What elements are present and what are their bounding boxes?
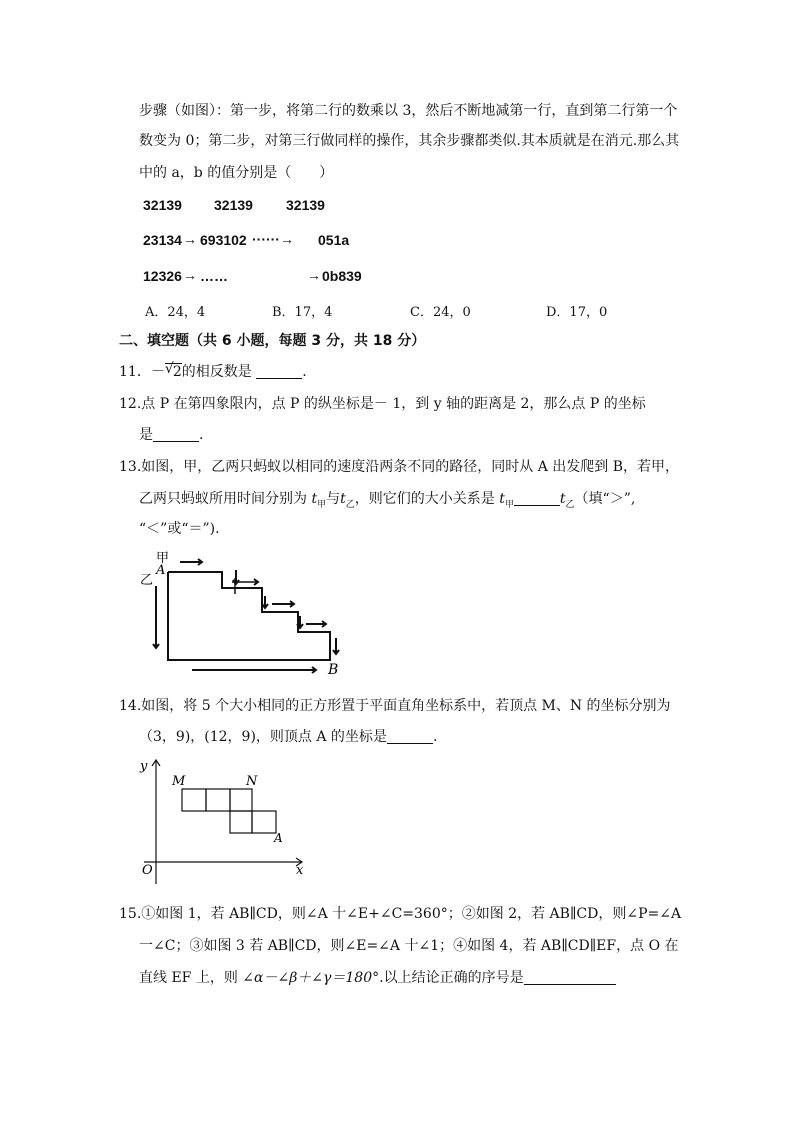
q15-line1: 15.①如图 1，若 AB∥CD，则∠A 十∠E+∠C=360°；②如图 2，若 AB∥CD，则∠P=∠A [119,906,682,922]
section-heading: 二、填空题（共 6 小题，每题 3 分，共 18 分） [119,333,426,349]
matrix-r2-c3: 051a [318,232,350,248]
staircase-figure [140,548,360,678]
matrix-r2-c1: 23134 [143,232,182,248]
arrow-icon: → [183,231,197,247]
q10-line2: 数变为 0；第二步，对第三行做同样的操作，其余步骤都类似.其本质就是在消元.那么其 [139,133,680,149]
answer-blank [256,364,302,379]
sqrt-icon: √ 2 [164,361,182,380]
q10-line3: 中的 a，b 的值分别是（ ） [139,165,334,181]
q14-line1: 14.如图，将 5 个大小相同的正方形置于平面直角坐标系中，若顶点 M、N 的坐标分别为 [119,698,671,714]
axis-y-label: y [140,759,148,774]
arrow-icon: → [307,267,321,283]
matrix-r1-c1: 32139 [143,197,182,213]
arrow-icon: → [183,267,197,283]
matrix-r3-c1: 12326 [143,268,182,284]
option-b: B．17，4 [272,305,333,320]
matrix-r1-c3: 32139 [286,197,325,213]
matrix-r3-c3: 0b839 [322,268,362,284]
option-d: D．17，0 [546,305,608,320]
q15-line3: 直线 EF 上，则 ∠α－∠β＋∠γ＝180°.以上结论正确的序号是 [139,968,616,988]
q13-line1: 13.如图，甲，乙两只蚂蚁以相同的速度沿两条不同的路径，同时从 A 出发爬到 B，若甲， [119,459,680,475]
origin-label: O [142,863,153,878]
vertex-m-label: M [172,774,186,789]
label-b: B [328,662,339,678]
option-c: C．24，0 [410,305,471,320]
q15-line2: 一∠C；③如图 3 若 AB∥CD，则∠E=∠A 十∠1；④如图 4，若 AB∥CD∥EF，点 O 在 [139,938,679,954]
matrix-r2-c2: 693102 [200,232,247,248]
axis-x-label: x [296,863,304,878]
label-a: A [156,563,166,578]
coordinate-grid-figure [140,756,320,886]
matrix-r3-c2: …… [200,268,228,284]
answer-blank [514,491,560,506]
q13-line2: 乙两只蚂蚁所用时间分别为 $t_甲$与$t_乙$，则它们的大小关系是 $t_甲$ $t_乙$（填“＞”, [139,491,636,510]
q13-line3: “＜”或“＝”). [139,521,220,537]
q12-line1: 12.点 P 在第四象限内，点 P 的纵坐标是－ 1，到 y 轴的距离是 2，那么点 P 的坐标 [119,396,646,412]
angle-formula: ∠α－∠β＋∠γ＝180° [242,970,380,986]
dotted-arrow-icon: ······→ [252,231,294,247]
answer-blank [524,970,616,985]
q12-line2: 是 . [139,427,204,443]
answer-blank [387,729,433,744]
q14-line2: （3，9)，(12，9)，则顶点 A 的坐标是 . [139,729,438,745]
matrix-r1-c2: 32139 [214,197,253,213]
q11-text: 11．－ √ 2的相反数是 . [119,361,307,380]
q10-line1: 步骤（如图）：第一步，将第二行的数乘以 3，然后不断地减第一行，直到第二行第一个 [139,103,678,119]
label-jia: 甲 [156,551,170,566]
option-a: A．24，4 [145,305,206,320]
answer-blank [153,427,199,442]
label-yi: 乙 [140,573,154,588]
vertex-a-label: A [274,831,283,845]
vertex-n-label: N [246,774,258,789]
